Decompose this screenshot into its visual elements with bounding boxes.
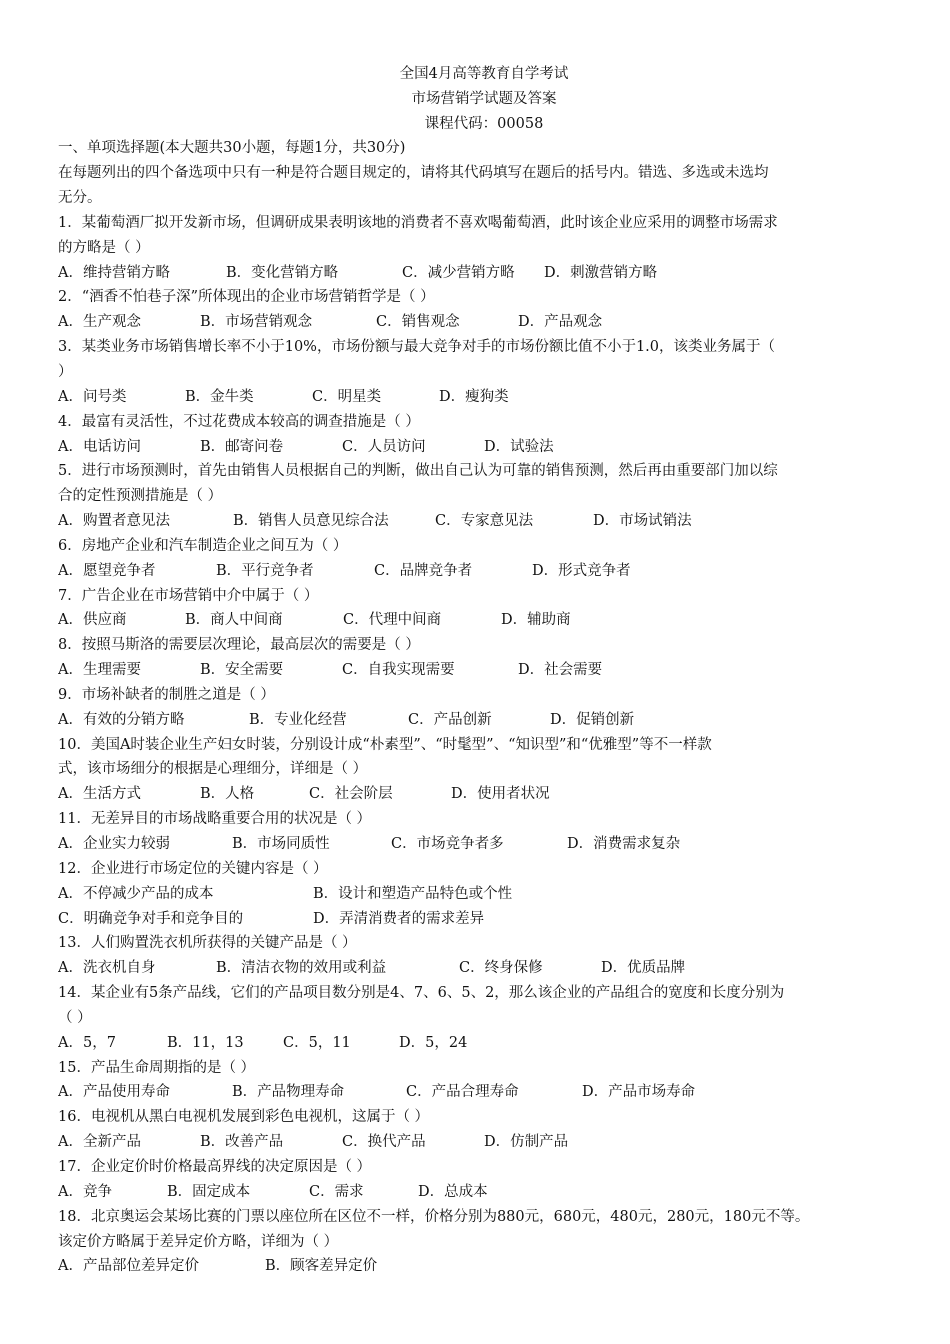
instruction-line: 无分。 <box>58 190 102 207</box>
option-b: B．人格 <box>200 786 255 803</box>
option-b: B．金牛类 <box>185 388 254 405</box>
option-a: A．洗衣机自身 <box>58 960 156 977</box>
question-text: 18．北京奥运会某场比赛的门票以座位所在区位不一样，价格分别为880元，680元，480元，280元，180元不等。 <box>58 1208 810 1225</box>
question-text: 9．市场补缺者的制胜之道是（ ） <box>58 686 275 703</box>
question-text: 17．企业定价时价格最高界线的决定原因是（ ） <box>58 1158 372 1175</box>
option-c: C．社会阶层 <box>309 786 393 803</box>
exam-subtitle: 市场营销学试题及答案 <box>411 90 557 107</box>
option-b: B．邮寄问卷 <box>200 438 284 455</box>
option-d: D．5，24 <box>399 1034 468 1051</box>
question-3 <box>58 335 910 410</box>
question-16 <box>58 1105 910 1155</box>
question-text: 7．广告企业在市场营销中介中属于（ ） <box>58 587 319 604</box>
option-a: A．竞争 <box>58 1183 112 1200</box>
option-a: A．愿望竞争者 <box>58 562 156 579</box>
option-a: A．有效的分销方略 <box>58 711 185 728</box>
option-d: D．产品市场寿命 <box>582 1084 696 1101</box>
option-c: C．人员访问 <box>342 438 426 455</box>
question-text: 10．美国A时装企业生产妇女时装，分别设计成“朴素型”、“时髦型”、“知识型”和“优雅型”等不一样款 <box>58 736 712 753</box>
question-1 <box>58 211 910 286</box>
question-text: 式，该市场细分的根据是心理细分，详细是（ ） <box>58 761 368 778</box>
option-a: A．5，7 <box>58 1034 116 1051</box>
option-b: B．设计和塑造产品特色或个性 <box>313 885 513 902</box>
option-c: C．自我实现需要 <box>342 662 455 679</box>
option-b: B．市场营销观念 <box>200 314 313 331</box>
option-c: C．换代产品 <box>342 1134 426 1151</box>
question-2 <box>58 285 910 335</box>
question-8 <box>58 633 910 683</box>
option-d: D．瘦狗类 <box>439 388 509 405</box>
question-18 <box>58 1205 910 1280</box>
option-b: B．产品物理寿命 <box>232 1084 345 1101</box>
option-a: A．购置者意见法 <box>58 513 170 530</box>
question-text: ） <box>58 363 73 380</box>
option-c: C．5，11 <box>283 1034 351 1051</box>
options-row <box>58 559 910 584</box>
options-row <box>58 385 910 410</box>
options-row <box>58 907 910 932</box>
option-c: C．需求 <box>309 1183 364 1200</box>
option-d: D．弄清消费者的需求差异 <box>313 910 485 927</box>
option-a: A．产品部位差异定价 <box>58 1258 199 1275</box>
option-b: B．11，13 <box>167 1034 244 1051</box>
option-d: D．社会需要 <box>518 662 603 679</box>
question-list <box>58 211 910 1279</box>
question-text: 16．电视机从黑白电视机发展到彩色电视机，这属于（ ） <box>58 1109 430 1126</box>
options-row <box>58 1080 910 1105</box>
question-text: 8．按照马斯洛的需要层次理论，最高层次的需要是（ ） <box>58 637 420 654</box>
option-d: D．仿制产品 <box>484 1134 569 1151</box>
option-c: C．产品创新 <box>408 711 492 728</box>
question-text: 13．人们购置洗衣机所获得的关键产品是（ ） <box>58 935 357 952</box>
options-row <box>58 708 910 733</box>
question-7 <box>58 584 910 634</box>
option-d: D．消费需求复杂 <box>567 836 681 853</box>
question-text: 14．某企业有5条产品线，它们的产品项目数分别是4、7、6、5、2，那么该企业的产品组合的宽度和长度分别为 <box>58 985 785 1002</box>
options-row <box>58 782 910 807</box>
option-d: D．市场试销法 <box>593 513 692 530</box>
option-c: C．产品合理寿命 <box>406 1084 519 1101</box>
option-d: D．优质品牌 <box>601 960 686 977</box>
option-b: B．平行竞争者 <box>216 562 314 579</box>
course-code: 课程代码：00058 <box>424 115 544 132</box>
option-c: C．品牌竞争者 <box>374 562 473 579</box>
options-row <box>58 658 910 683</box>
option-b: B．固定成本 <box>167 1183 251 1200</box>
question-text: 11．无差异目的市场战略重要合用的状况是（ ） <box>58 811 372 828</box>
option-c: C．明星类 <box>312 388 382 405</box>
option-d: D．总成本 <box>418 1183 488 1200</box>
option-a: A．不停减少产品的成本 <box>58 885 214 902</box>
question-text: 的方略是（ ） <box>58 239 150 256</box>
option-a: A．生活方式 <box>58 786 141 803</box>
question-13 <box>58 931 910 981</box>
option-a: A．生理需要 <box>58 662 141 679</box>
question-9 <box>58 683 910 733</box>
question-text: 5．进行市场预测时，首先由销售人员根据自己的判断，做出自己认为可靠的销售预测，然后再由重要部门加以综 <box>58 463 778 480</box>
option-a: A．企业实力较弱 <box>58 836 170 853</box>
options-row <box>58 435 910 460</box>
option-a: A．电话访问 <box>58 438 141 455</box>
option-a: A．供应商 <box>58 612 127 629</box>
options-row <box>58 1031 910 1056</box>
option-a: A．维持营销方略 <box>58 264 170 281</box>
question-15 <box>58 1056 910 1106</box>
instruction-line: 在每题列出的四个备选项中只有一种是符合题目规定的，请将其代码填写在题后的括号内。错选、多选或未选均 <box>58 165 769 182</box>
question-text: 15．产品生命周期指的是（ ） <box>58 1059 256 1076</box>
question-text: 合的定性预测措施是（ ） <box>58 488 223 505</box>
options-row <box>58 1130 910 1155</box>
option-c: C．销售观念 <box>376 314 460 331</box>
option-c: C．终身保修 <box>459 960 543 977</box>
question-14 <box>58 981 910 1056</box>
options-row <box>58 956 910 981</box>
option-c: C．市场竞争者多 <box>391 836 504 853</box>
option-d: D．试验法 <box>484 438 554 455</box>
option-c: C．减少营销方略 <box>402 264 515 281</box>
question-text: 3．某类业务市场销售增长率不小于10%，市场份额与最大竞争对手的市场份额比值不小于1.0，该类业务属于（ <box>58 339 776 356</box>
options-row <box>58 310 910 335</box>
option-d: D．辅助商 <box>501 612 571 629</box>
option-d: D．刺激营销方略 <box>544 264 658 281</box>
option-c: C．专家意见法 <box>435 513 534 530</box>
question-11 <box>58 807 910 857</box>
option-d: D．使用者状况 <box>451 786 550 803</box>
options-row <box>58 608 910 633</box>
option-d: D．产品观念 <box>518 314 603 331</box>
question-5 <box>58 459 910 534</box>
option-b: B．顾客差异定价 <box>265 1258 378 1275</box>
options-row <box>58 1180 910 1205</box>
option-a: A．产品使用寿命 <box>58 1084 170 1101</box>
option-a: A．问号类 <box>58 388 127 405</box>
option-c: C．明确竞争对手和竞争目的 <box>58 910 244 927</box>
question-6 <box>58 534 910 584</box>
option-c: C．代理中间商 <box>343 612 442 629</box>
option-b: B．市场同质性 <box>232 836 330 853</box>
question-17 <box>58 1155 910 1205</box>
question-text: 4．最富有灵活性，不过花费成本较高的调查措施是（ ） <box>58 413 420 430</box>
option-b: B．商人中间商 <box>185 612 283 629</box>
option-d: D．促销创新 <box>550 711 635 728</box>
question-text: （ ） <box>58 1009 92 1026</box>
option-d: D．形式竞争者 <box>532 562 631 579</box>
exam-title: 全国4月高等教育自学考试 <box>399 66 569 82</box>
option-a: A．全新产品 <box>58 1134 141 1151</box>
question-text: 6．房地产企业和汽车制造企业之间互为（ ） <box>58 537 348 554</box>
option-b: B．改善产品 <box>200 1134 284 1151</box>
option-b: B．变化营销方略 <box>226 264 339 281</box>
option-b: B．清洁衣物的效用或利益 <box>216 960 387 977</box>
question-4 <box>58 410 910 460</box>
option-b: B．专业化经营 <box>249 711 347 728</box>
question-text: 1．某葡萄酒厂拟开发新市场，但调研成果表明该地的消费者不喜欢喝葡萄酒，此时该企业应采用的调整市场需求 <box>58 214 778 231</box>
options-row <box>58 1254 910 1279</box>
question-12 <box>58 857 910 932</box>
option-b: B．安全需要 <box>200 662 284 679</box>
question-text: 12．企业进行市场定位的关键内容是（ ） <box>58 860 328 877</box>
options-row <box>58 832 910 857</box>
option-a: A．生产观念 <box>58 314 141 331</box>
options-row <box>58 882 910 907</box>
question-10 <box>58 733 910 808</box>
option-b: B．销售人员意见综合法 <box>233 513 389 530</box>
section-heading: 一、单项选择题(本大题共30小题，每题1分，共30分) <box>58 140 406 157</box>
question-text: 该定价方略属于差异定价方略，详细为（ ） <box>58 1233 339 1250</box>
options-row <box>58 509 910 534</box>
question-text: 2．“酒香不怕巷子深”所体现出的企业市场营销哲学是（ ） <box>58 289 435 306</box>
options-row <box>58 261 910 286</box>
